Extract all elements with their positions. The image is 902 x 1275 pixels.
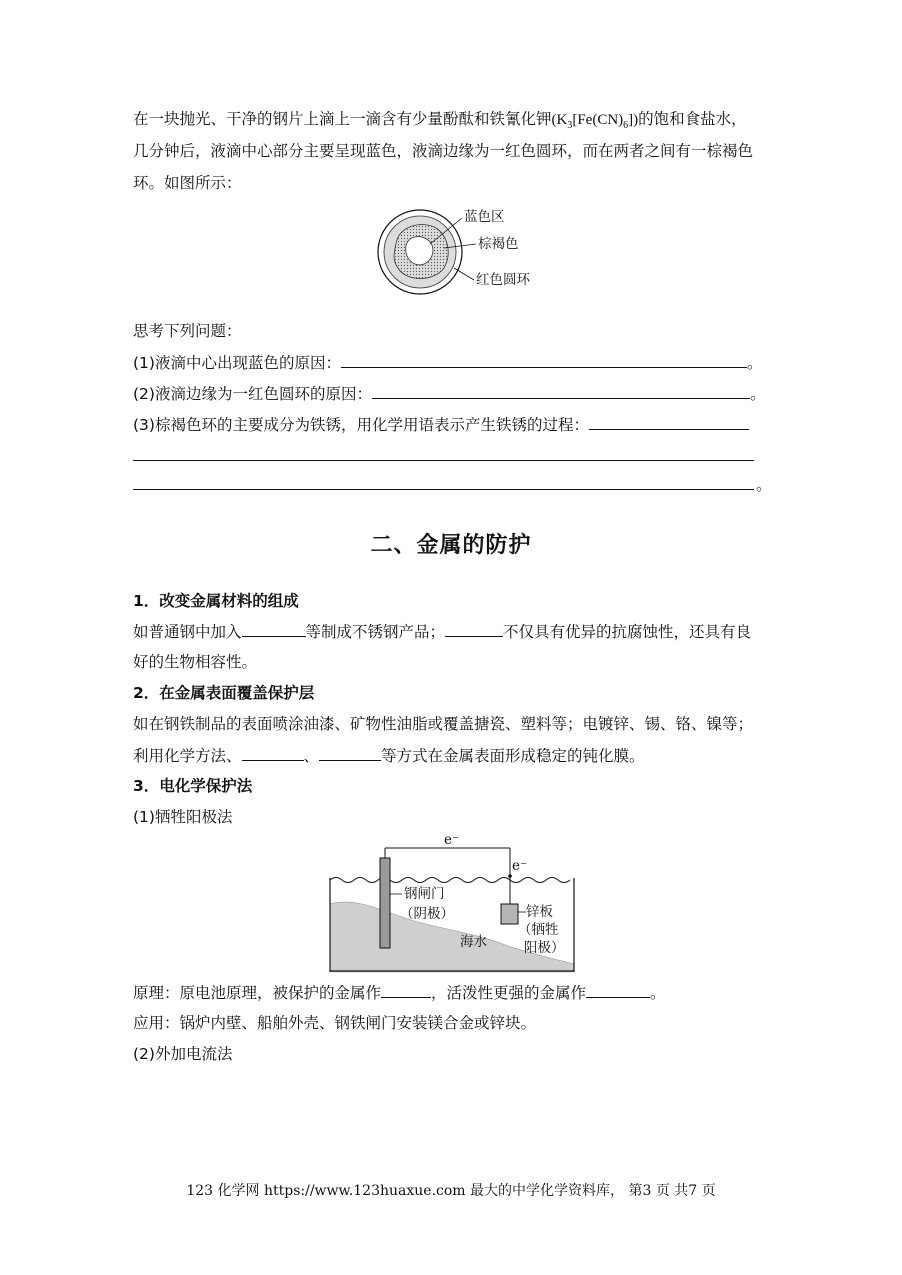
principle-line: 原理：原电池原理，被保护的金属作 ，活泼性更强的金属作 。 bbox=[133, 981, 666, 1004]
answer-blank-q1[interactable] bbox=[341, 351, 747, 368]
electron-label-top: e⁻ bbox=[444, 834, 460, 848]
question-1: (1)液滴中心出现蓝色的原因： 。 bbox=[133, 351, 762, 374]
label-brown-zone: 棕褐色 bbox=[478, 236, 519, 252]
questions-intro: 思考下列问题： bbox=[133, 322, 242, 340]
label-blue-zone: 蓝色区 bbox=[464, 209, 505, 225]
part2-line-2: 利用化学方法、 、 等方式在金属表面形成稳定的钝化膜。 bbox=[133, 744, 645, 767]
answer-blank-q3[interactable] bbox=[589, 413, 749, 430]
intro-text-1b: 的饱和食盐水， bbox=[638, 110, 747, 128]
formula-k3fecn6: $(K_3[Fe(CN)_6])$ bbox=[551, 112, 639, 131]
electron-label-side: e⁻ bbox=[512, 858, 528, 874]
part1-line-2: 好的生物相容性。 bbox=[133, 653, 258, 671]
part3-heading: 3．电化学保护法 bbox=[133, 777, 253, 795]
gate-label: 钢闸门 bbox=[404, 886, 445, 902]
part1-heading: 1．改变金属材料的组成 bbox=[133, 592, 299, 610]
answer-line-q3-2[interactable] bbox=[133, 460, 754, 461]
intro-line-3: 环。如图所示： bbox=[133, 174, 242, 192]
blank-alloy-element[interactable] bbox=[242, 620, 306, 637]
water-surface bbox=[330, 878, 570, 883]
question-3: (3)棕褐色环的主要成分为铁锈，用化学用语表示产生铁锈的过程： bbox=[133, 413, 749, 436]
part2-heading: 2．在金属表面覆盖保护层 bbox=[133, 684, 315, 702]
zinc-role-2: 阳极） bbox=[524, 940, 565, 956]
part1-line-1: 如普通钢中加入 等制成不锈钢产品； 不仅具有优异的抗腐蚀性，还具有良 bbox=[133, 620, 751, 643]
zinc-plate bbox=[501, 904, 518, 924]
blank-alloy-material[interactable] bbox=[445, 620, 503, 637]
section-title: 二、金属的防护 bbox=[370, 533, 532, 558]
intro-text-1a: 在一块抛光、干净的钢片上滴上一滴含有少量酚酞和铁氰化钾 bbox=[133, 110, 552, 128]
intro-line-1 bbox=[133, 108, 747, 137]
blank-method-1[interactable] bbox=[242, 744, 304, 761]
page-footer: 123 化学网 https://www.123huaxue.com 最大的中学化学资料库， 第3 页 共7 页 bbox=[186, 1183, 716, 1199]
blank-active-electrode[interactable] bbox=[586, 981, 650, 998]
question-2: (2)液滴边缘为一红色圆环的原因： 。 bbox=[133, 382, 765, 405]
label-red-ring: 红色圆环 bbox=[476, 272, 530, 288]
sea-label: 海水 bbox=[460, 934, 487, 950]
part2-line-1: 如在钢铁制品的表面喷涂油漆、矿物性油脂或覆盖搪瓷、塑料等；电镀锌、锡、铬、镍等； bbox=[133, 715, 754, 733]
application-line: 应用：锅炉内壁、船舶外壳、钢铁闸门安装镁合金或锌块。 bbox=[133, 1014, 537, 1032]
part3-sub-2: (2)外加电流法 bbox=[133, 1045, 233, 1063]
steel-gate bbox=[380, 858, 390, 948]
blank-protected-electrode[interactable] bbox=[381, 981, 431, 998]
part3-sub-1: (1)牺牲阳极法 bbox=[133, 808, 233, 826]
zinc-label: 锌板 bbox=[526, 904, 553, 920]
answer-line-q3-3[interactable] bbox=[133, 489, 754, 490]
zinc-role-1: （牺牲 bbox=[518, 922, 559, 938]
answer-blank-q2[interactable] bbox=[372, 382, 750, 399]
q3-end-mark: 。 bbox=[756, 476, 772, 494]
blank-method-2[interactable] bbox=[319, 744, 381, 761]
drop-figure bbox=[370, 204, 550, 304]
intro-line-2: 几分钟后，液滴中心部分主要呈现蓝色，液滴边缘为一红色圆环，而在两者之间有一棕褐色 bbox=[133, 142, 754, 160]
sacrificial-anode-figure bbox=[328, 834, 578, 974]
gate-role: （阴极） bbox=[400, 906, 454, 922]
blue-region bbox=[406, 237, 433, 265]
